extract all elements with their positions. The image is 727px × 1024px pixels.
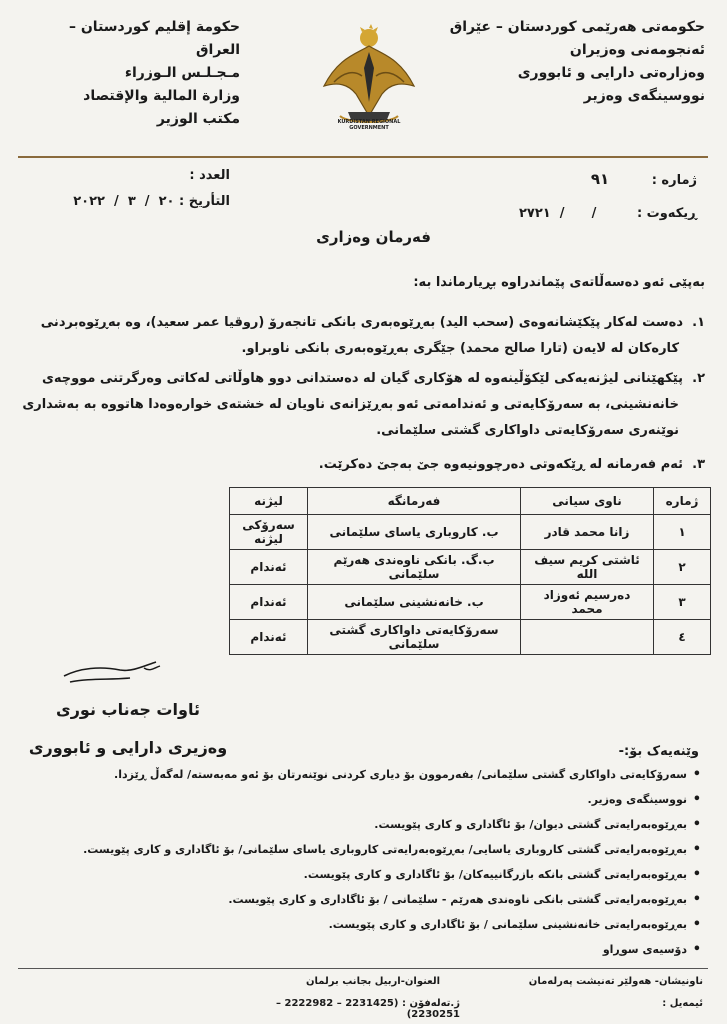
header-number: ژمارە	[654, 488, 711, 515]
header-arabic-line: مـجـلـس الـوزراء	[124, 65, 240, 81]
page-title: فەرمان وەزاری	[316, 228, 431, 246]
header-arabic-line: حكومة إقليم كوردستان – العراق	[68, 19, 240, 58]
list-item: • بەڕێوەبەرایەتی گشتی کاروباری یاسایی/ بەڕێوەبەرایەتی کاروباری یاسای سلێمانی/ بۆ ئاگاداری و کاری پێویست.	[21, 837, 701, 862]
ar-number-label: العدد :	[189, 168, 230, 183]
footer-divider	[18, 968, 708, 969]
item-line: پێکهێنانی لیژنەیەکی لێکۆڵینەوە لە هۆکاری گیان لە دەستدانی دوو هاوڵاتی لەکاتی وەرگرتنی مووچەی	[41, 371, 683, 386]
header-divider	[18, 156, 708, 158]
cell-number: ٢	[654, 550, 711, 585]
footer-address-arabic: العنوان-اربيل بجانب برلمان	[306, 976, 440, 987]
item-number: ٣.	[692, 457, 705, 472]
ar-date-label: التأريخ :	[179, 194, 230, 209]
cell-number: ٤	[654, 620, 711, 655]
header-kurdish-line: وەزارەتی دارایی و ئابووری	[517, 65, 705, 81]
table-row	[230, 585, 711, 620]
cell-role: ئەندام	[230, 620, 308, 655]
header-kurdish-line: نووسینگەی وەزیر	[583, 88, 705, 104]
cell-role: ئەندام	[230, 585, 308, 620]
cell-department: سەرۆکایەتی داواکاری گشتی سلێمانی	[308, 620, 521, 655]
table-row	[230, 620, 711, 655]
footer-email: ئیمەیل :	[662, 998, 703, 1009]
item-line: ئەم فەرمانە لە ڕێکەوتی دەرچوونیەوە جێ بەجێ دەکرێت.	[318, 457, 683, 472]
cell-name	[521, 620, 654, 655]
date-label: ڕیکەوت :	[636, 206, 697, 221]
order-item-3	[15, 452, 705, 478]
copies-label: وێنەیەک بۆ:-	[618, 744, 699, 759]
item-line: دەست لەکار پێکێشانەوەی (سحب اليد) بەڕێوەبەری بانکی تانجەرۆ (روقيا عمر سعيد)، وە بەڕێوەبردنی	[40, 315, 683, 330]
list-item: • بەڕێوەبەرایەتی خانەنشینی سلێمانی / بۆ ئاگاداری و کاری پێویست.	[21, 912, 701, 937]
cell-number: ١	[654, 515, 711, 550]
number-value: ٩١	[590, 170, 610, 188]
order-item-2	[15, 366, 705, 444]
cell-number: ٣	[654, 585, 711, 620]
list-item: • سەرۆکایەتی داواکاری گشتی سلێمانی/ بفەرموون بۆ دیاری کردنی نوێنەرتان بۆ ئەو مەبەستە/ لەگەڵ ڕێزدا.	[21, 762, 701, 787]
footer-address-kurdish: ناونیشان- هەولێر تەنیشت پەرلەمان	[528, 976, 703, 987]
signatory-name: ئاوات جەناب نوری	[56, 700, 200, 719]
cell-role: سەرۆکی لیژنە	[230, 515, 308, 550]
item-number: ٢.	[692, 371, 705, 386]
list-item: • بەڕێوەبەرایەتی گشتی بانکی ناوەندی هەرێم - سلێمانی / بۆ ئاگاداری و کاری پێویست.	[21, 887, 701, 912]
header-arabic-line: وزارة المالية والإقتصاد	[83, 88, 240, 104]
list-item: • نووسینگەی وەزیر.	[21, 787, 701, 812]
order-item-1	[15, 310, 705, 362]
list-item: • دۆسیەی سوڕاو	[21, 937, 701, 962]
list-item: • بەڕێوەبەرایەتی گشتی بانکە بازرگانییەکان/ بۆ ئاگاداری و کاری پێویست.	[21, 862, 701, 887]
committee-table	[229, 487, 711, 655]
header-role: لیژنە	[230, 488, 308, 515]
header-kurdish	[450, 16, 705, 108]
item-line: نوێنەری سەرۆکایەتی داواکاری گشتی سلێمانی.	[376, 423, 679, 438]
cell-name: دەرسیم ئەوزاد محمد	[521, 585, 654, 620]
intro-text: بەپێی ئەو دەسەڵاتەی پێماندراوە بڕیارماندا بە:	[413, 275, 705, 290]
cell-department: ب. کاروباری یاسای سلێمانی	[308, 515, 521, 550]
table-row	[230, 550, 711, 585]
number-label: ژمارە :	[651, 173, 697, 188]
item-number: ١.	[692, 315, 705, 330]
item-line: کارەکان لە لایەن (تارا صالح محمد) جێگری بەڕێوەبەری بانکی ناوبراو.	[241, 341, 679, 356]
cell-name: زانا محمد قادر	[521, 515, 654, 550]
arabic-date	[30, 194, 230, 209]
list-item: • بەڕێوەبەرایەتی گشتی دیوان/ بۆ ئاگاداری و کاری پێویست.	[21, 812, 701, 837]
handwritten-signature-icon	[60, 658, 170, 696]
header-arabic	[30, 16, 240, 131]
logo-caption: KURDISTAN REGIONAL GOVERNMENT	[337, 119, 401, 131]
krg-emblem-icon	[318, 24, 420, 134]
header-department: فەرمانگە	[308, 488, 521, 515]
header-kurdish-line: حکومەتی هەرێمی کوردستان – عێراق	[449, 19, 705, 35]
header-arabic-line: مكتب الوزير	[156, 111, 240, 127]
signatory-position: وەزیری دارایی و ئابووری	[28, 738, 228, 757]
arabic-number	[30, 168, 230, 183]
footer-phone: ژ.تەلەفۆن : (2231425 – 2222982 – 2230251)	[276, 998, 460, 1020]
cell-department: ب. خانەنشینی سلێمانی	[308, 585, 521, 620]
cell-department: ب.گ. بانکی ناوەندی هەرێم سلێمانی	[308, 550, 521, 585]
item-line: خانەنشینی، بە سەرۆکایەتی و ئەندامەتی ئەو بەڕێزانەی ناویان لە خشتەی خوارەوەدا هاتووە بە بەشداری	[22, 397, 679, 412]
table-header-row	[230, 488, 711, 515]
cell-name: ئاشتی كريم سيف الله	[521, 550, 654, 585]
document-number	[557, 170, 697, 188]
header-kurdish-line: ئەنجومەنی وەزیران	[569, 42, 705, 58]
ar-date-value: ٢٠ / ٣ / ٢٠٢٢	[73, 194, 175, 209]
header-name: ناوی سیانی	[521, 488, 654, 515]
document-date	[467, 206, 697, 221]
table-row	[230, 515, 711, 550]
copies-list	[21, 762, 701, 962]
date-value: / / ٢٧٢١	[518, 206, 597, 221]
cell-role: ئەندام	[230, 550, 308, 585]
